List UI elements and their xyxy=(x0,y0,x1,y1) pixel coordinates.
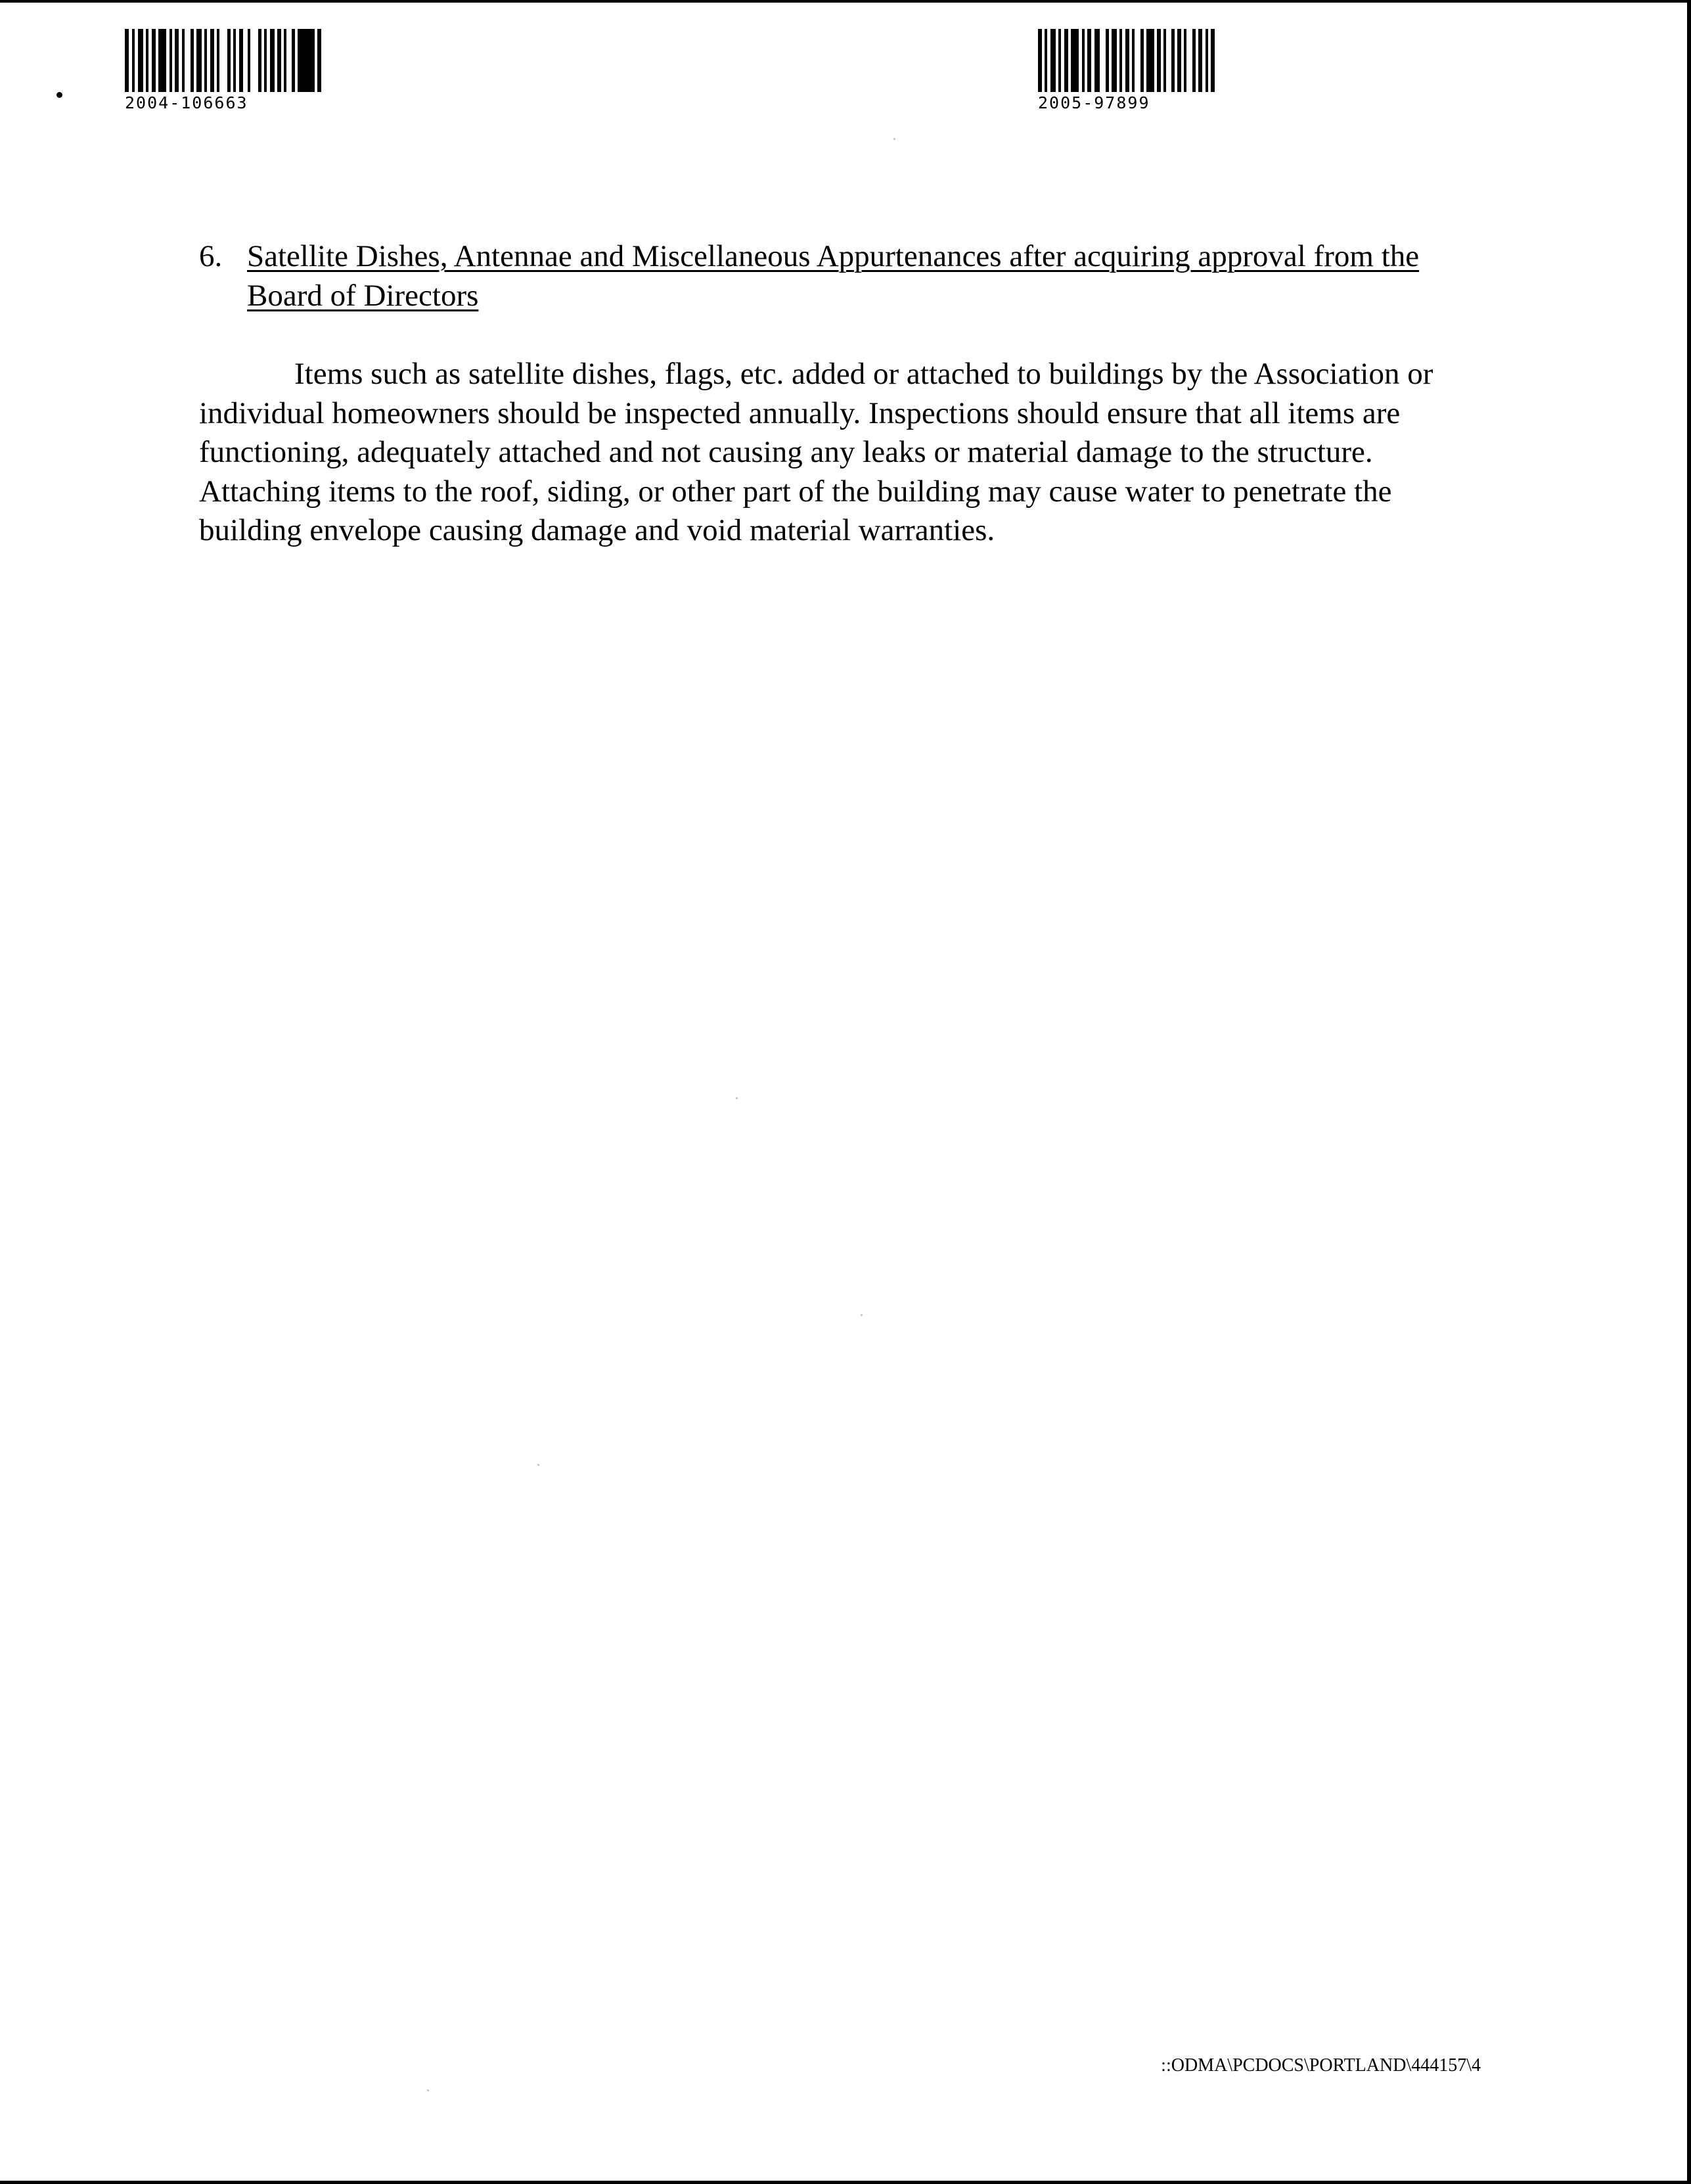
barcode-bar xyxy=(169,29,172,92)
barcode-bar xyxy=(1106,29,1109,92)
barcode-bar xyxy=(1064,29,1068,92)
section-6 xyxy=(199,237,1474,581)
barcode-bar xyxy=(1112,29,1117,92)
section-number: 6. xyxy=(199,239,223,273)
barcode-bar xyxy=(1082,29,1085,92)
barcode-bar xyxy=(248,29,250,92)
barcode-bar xyxy=(217,29,219,92)
barcode-bar xyxy=(1038,29,1042,92)
barcode-left xyxy=(125,29,427,112)
barcode-bar xyxy=(1045,29,1047,92)
barcode-bar xyxy=(1211,29,1215,92)
barcode-bar xyxy=(1071,29,1079,92)
barcode-bar xyxy=(292,29,295,92)
section-title: Satellite Dishes, Antennae and Miscellaneous Appurtenances after acquiring approval from the Board of Directors xyxy=(247,239,1420,313)
barcode-bar xyxy=(284,29,286,92)
section-body: Items such as satellite dishes, flags, etc. added or attached to buildings by the Association or individual homeowners should be inspected annually. Inspections should ensure that all items are functioning, adequately attached and not causing any leaks or material damage to the structure. Attaching items to the roof, siding, or other part of the building may cause water to penetrate the building envelope causing damage and void material warranties. xyxy=(199,357,1433,547)
barcode-bar xyxy=(1163,29,1166,92)
barcode-bar xyxy=(1087,29,1091,92)
barcode-bar xyxy=(196,29,202,92)
barcode-bar xyxy=(175,29,179,92)
barcode-bar xyxy=(1177,29,1181,92)
barcode-bar xyxy=(264,29,267,92)
barcode-bar xyxy=(1132,29,1135,92)
barcode-bar xyxy=(1146,29,1154,92)
barcode-bar xyxy=(138,29,143,92)
barcode-bar xyxy=(132,29,135,92)
barcode-bar xyxy=(1119,29,1122,92)
barcode-bar xyxy=(1094,29,1100,92)
barcode-bar xyxy=(258,29,261,92)
barcode-bar xyxy=(191,29,194,92)
barcode-right-number: 2005-97899 xyxy=(1038,93,1150,112)
barcode-bar xyxy=(152,29,156,92)
barcode-bar xyxy=(182,29,185,92)
barcode-icon xyxy=(1038,29,1340,92)
barcode-bar xyxy=(1206,29,1208,92)
barcode-bar xyxy=(1171,29,1175,92)
barcode-bar xyxy=(1125,29,1129,92)
barcode-bar xyxy=(125,29,129,92)
barcode-bar xyxy=(1157,29,1161,92)
barcode-bar xyxy=(210,29,214,92)
barcode-bar xyxy=(1058,29,1061,92)
document-id: ::ODMA\PCDOCS\PORTLAND\444157\4 xyxy=(1161,2055,1481,2076)
barcode-icon xyxy=(125,29,427,92)
barcode-bar xyxy=(1192,29,1196,92)
barcode-bar xyxy=(227,29,231,92)
barcode-bar xyxy=(1050,29,1056,92)
barcode-bar xyxy=(277,29,281,92)
barcode-bar xyxy=(298,29,315,92)
barcode-bar xyxy=(239,29,243,92)
barcode-bar xyxy=(317,29,321,92)
barcode-left-number: 2004-106663 xyxy=(125,93,248,112)
barcode-bar xyxy=(1184,29,1186,92)
barcode-bar xyxy=(270,29,275,92)
barcode-right xyxy=(1038,29,1340,112)
barcode-bar xyxy=(233,29,236,92)
barcode-bar xyxy=(158,29,166,92)
barcode-bar xyxy=(146,29,148,92)
barcode-bar xyxy=(1140,29,1144,92)
scan-mark xyxy=(56,92,62,98)
section-heading xyxy=(199,237,1474,315)
barcode-bar xyxy=(1198,29,1202,92)
barcode-bar xyxy=(204,29,207,92)
